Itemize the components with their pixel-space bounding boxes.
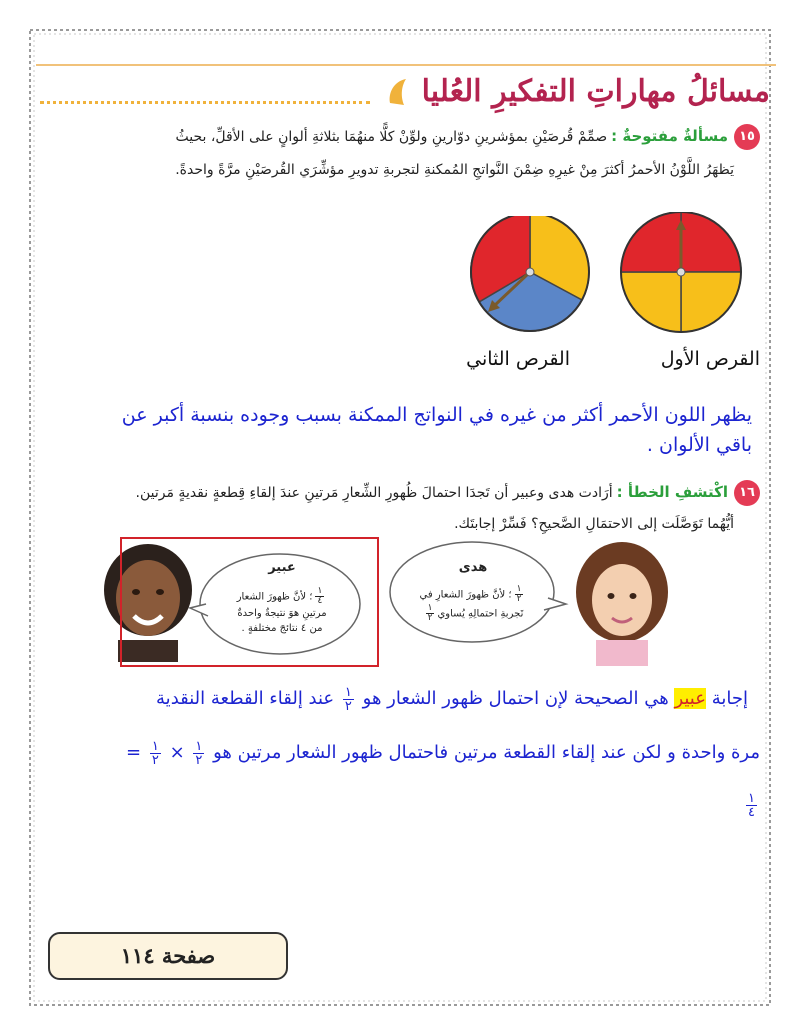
problem-15-label: مسألةٌ مفتوحةٌ : [611, 127, 728, 145]
answer-15-line-2: باقي الألوان . [646, 434, 752, 456]
problem-15-number: ١٥ [734, 124, 760, 150]
abeer-fraction: $\frac{١}{٤}$ [317, 586, 323, 606]
huda-text-1: ؛ لأنَّ ظهورَ الشعارِ في [419, 589, 512, 601]
abeer-text-3: من ٤ نتائجَ مختلفةٍ . [241, 623, 323, 634]
header-rule [36, 64, 776, 66]
problem-16-text-1: أرَادت هدى وعبير أن تَجدَا احتمالَ ظُهورِ الشِّعارِ مَرتينِ عندَ إلقاءِ قِطعةٍ نقديةٍ مَرتين. [135, 485, 613, 501]
answer-16-name-highlight: عبير [674, 688, 706, 709]
answer-16-line-2-text: مرة واحدة و لكن عند إلقاء القطعة مرتين فاحتمال ظهور الشعار مرتين هو [213, 742, 760, 763]
spinner-second [462, 216, 600, 336]
answer-16-line-1 [156, 684, 748, 714]
problem-16-line-1 [136, 480, 760, 506]
huda-portrait [570, 540, 674, 666]
abeer-text-2: مرتينِ هوَ نتيجةٌ واحدةٌ [237, 608, 327, 619]
answer-16-part-1: هي الصحيحة لإن احتمال ظهور الشعار هو [362, 688, 669, 709]
pencil-icon [384, 75, 414, 109]
problem-16-number: ١٦ [734, 480, 760, 506]
answer-16-line-2 [126, 738, 760, 768]
title-dotted-line [40, 101, 370, 104]
answer-15-line-1: يظهر اللون الأحمر أكثر من غيره في النواتج الممكنة بسبب وجوده بنسبة أكبر عن [121, 404, 752, 426]
problem-15-line-1 [175, 124, 760, 150]
spinner-first [620, 212, 742, 336]
answer-16-line-3 [743, 790, 760, 820]
abeer-name: عبير [268, 560, 296, 575]
problem-15-text-1: صمِّمْ قُرصَيْنِ بمؤشرينِ دوّارينِ ولوِّنْ كلًّا منهُمَا بثلاثةِ ألوانٍ على الأقلِّ، بحيثُ [175, 129, 608, 145]
answer-16-prefix: إجابة [711, 688, 748, 709]
caption-second-disk: القرص الثاني [466, 348, 570, 370]
answer-16-half-3: $\frac{١}{٢}$ [151, 738, 159, 768]
problem-16-line-2: أيُّهُما تَوَصَّلَت إلى الاحتمَالِ الصَّحيحِ؟ فَسِّرْ إجابتَك. [454, 516, 734, 532]
problem-15-line-2: يَظهَرُ اللَّوْنُ الأحمرُ أكثرَ مِنْ غيرِهِ ضِمْنَ النَّواتجِ المُمكنةِ لتجربةِ تدويرِ مؤشِّرَي القُرصَيْنِ مرَّةً واحدةً. [175, 162, 734, 178]
huda-text-2: تَجربةِ احتمالِهِ يُساوي [437, 608, 524, 620]
answer-16-times: × [169, 742, 185, 763]
answer-16-part-2: عند إلقاء القطعة النقدية [156, 688, 335, 709]
section-title [384, 74, 770, 109]
page-number-label: صفحة ١١٤ [48, 932, 288, 980]
caption-first-disk: القرص الأول [660, 348, 760, 370]
huda-fraction: $\frac{١}{٢}$ [516, 584, 522, 604]
section-title-text: مسائلُ مهاراتِ التفكيرِ العُليا [421, 74, 770, 109]
problem-16-label: اكْتشفِ الخطأ : [616, 483, 728, 501]
answer-16-equals: = [126, 742, 142, 763]
answer-16-half-2: $\frac{١}{٢}$ [195, 738, 203, 768]
abeer-bubble-content [208, 560, 356, 636]
abeer-text-1: ؛ لأنَّ ظهورَ الشعار [236, 591, 313, 603]
huda-bubble-content [398, 560, 548, 623]
huda-name: هدى [458, 560, 488, 575]
answer-16-quarter: $\frac{١}{٤}$ [748, 791, 755, 820]
huda-fraction-2: $\frac{١}{٢}$ [427, 603, 433, 623]
answer-16-half-1: $\frac{١}{٢}$ [344, 684, 352, 714]
